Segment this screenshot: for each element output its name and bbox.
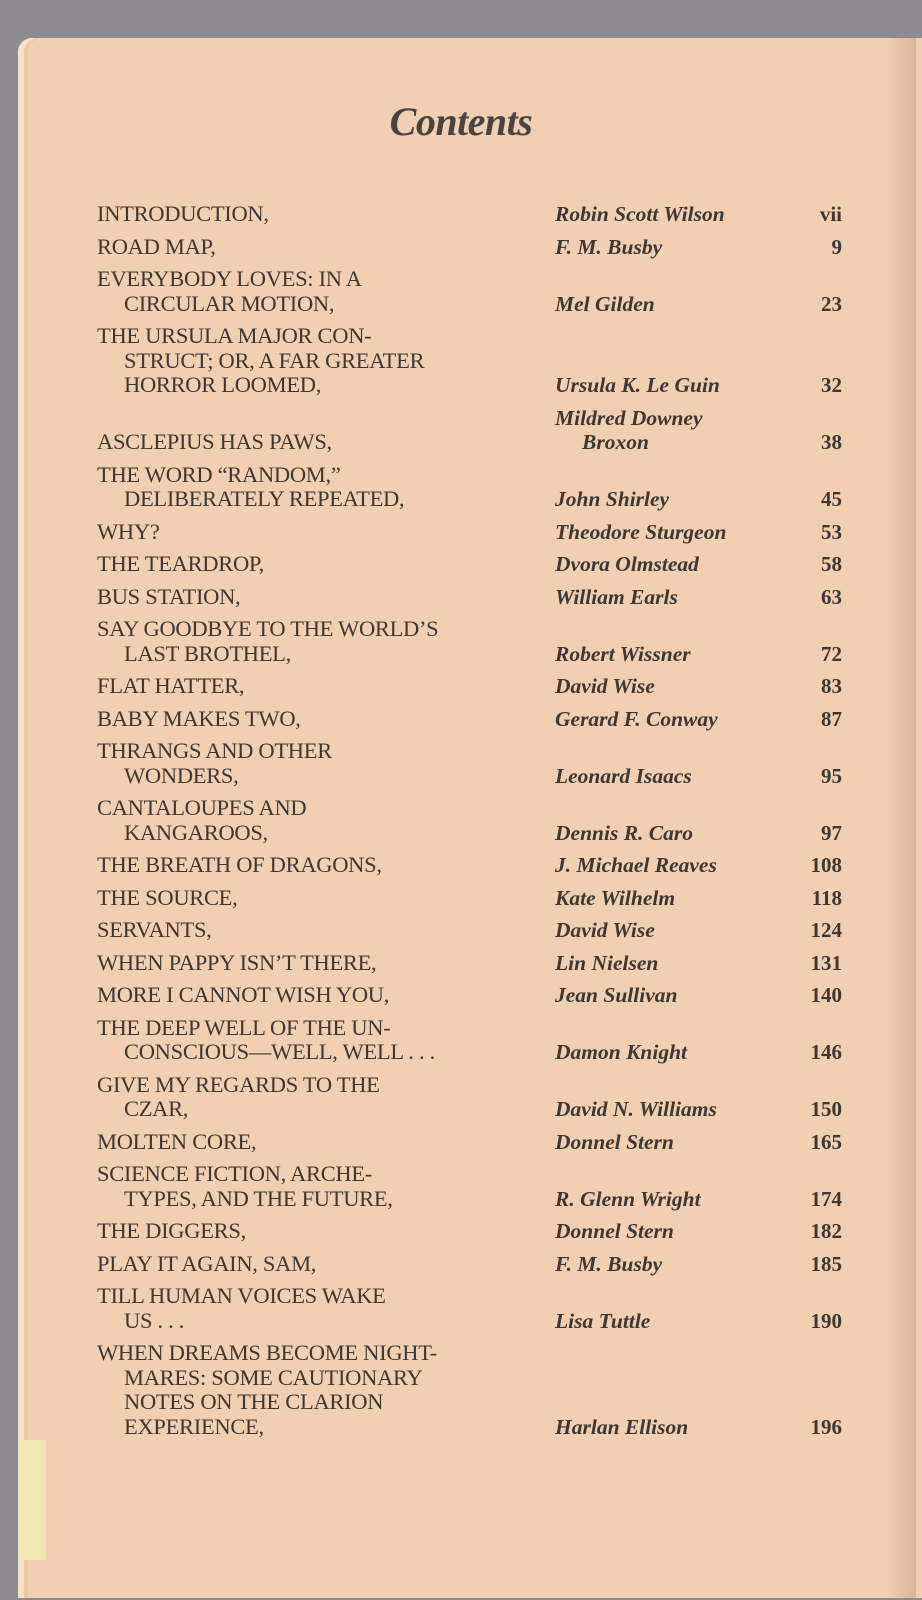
story-title-line: WHEN PAPPY ISN’T THERE, [97,949,377,975]
story-title-line: BUS STATION, [97,583,241,609]
toc-entry [97,406,842,455]
story-title [97,1016,555,1065]
author-name-line: Harlan Ellison [555,1414,689,1439]
author-name-line: J. Michael Reaves [555,853,717,877]
toc-entry [97,235,842,260]
story-title [97,235,555,260]
story-title [97,796,555,845]
page-number: 165 [810,1129,842,1154]
author-name [555,235,795,260]
story-title-line: ASCLEPIUS HAS PAWS, [97,429,332,454]
author-name-line: Jean Sullivan [555,983,678,1007]
story-title-line: CANTALOUPES AND [97,795,307,820]
toc-entry [97,324,842,398]
page-number: 53 [821,519,842,544]
story-title-line: THE DEEP WELL OF THE UN- [97,1014,391,1040]
author-name [555,674,795,699]
author-name-line: Mildred Downey [555,405,703,430]
story-title-line: THE SOURCE, [97,884,238,910]
toc-entry [97,267,842,316]
toc-entry [97,1130,842,1155]
page-number: 185 [810,1251,842,1276]
page-number: 150 [810,1097,842,1121]
story-title-line: THE BREATH OF DRAGONS, [97,852,382,877]
story-title [97,202,555,227]
table-of-contents [97,202,842,1447]
story-title-line: MARES: SOME CAUTIONARY [124,1364,423,1390]
page-number: 38 [821,430,842,454]
author-name-line: Broxon [582,430,649,454]
page-number: 9 [831,234,842,259]
story-title-line: TILL HUMAN VOICES WAKE [97,1283,386,1308]
page-number: 196 [810,1414,842,1439]
story-title [97,853,555,878]
page-number: 124 [810,918,842,942]
page-title: Contents [389,99,533,144]
author-name [555,1097,795,1122]
page-number: 140 [810,983,842,1007]
page-number: vii [819,202,842,226]
author-name [555,1187,795,1212]
story-title-line: BABY MAKES TWO, [97,705,301,731]
story-title [97,707,555,732]
page-number: 146 [810,1040,842,1064]
toc-entry [97,520,842,545]
author-name-line: David Wise [555,674,655,698]
story-title-line: THE WORD “RANDOM,” [97,461,341,487]
author-name [555,764,795,789]
author-name [555,1219,795,1244]
toc-entry [97,1284,842,1333]
story-title-line: TYPES, AND THE FUTURE, [124,1185,393,1211]
author-name-line: Lin Nielsen [555,950,659,975]
author-name-line: David Wise [555,918,655,942]
toc-entry [97,202,842,227]
toc-entry [97,796,842,845]
story-title [97,1219,555,1244]
author-name-line: Lisa Tuttle [555,1308,651,1333]
story-title-line: CIRCULAR MOTION, [124,290,335,316]
story-title [97,267,555,316]
page-number: 118 [811,885,842,910]
story-title-line: THE TEARDROP, [97,551,264,576]
story-title-line: CONSCIOUS—WELL, WELL . . . [124,1039,435,1064]
author-name [555,1309,795,1334]
author-name [555,642,795,667]
toc-entry [97,886,842,911]
author-name-line: F. M. Busby [555,1251,663,1276]
story-title-line: EXPERIENCE, [124,1413,264,1439]
story-title [97,1073,555,1122]
author-name-line: Leonard Isaacs [555,763,692,788]
author-name [555,1040,795,1065]
story-title [97,1252,555,1277]
story-title-line: WONDERS, [124,762,239,788]
author-name-line: Dennis R. Caro [555,820,693,845]
author-name [555,983,795,1008]
story-title-line: THRANGS AND OTHER [97,738,332,763]
story-title-line: STRUCT; OR, A FAR GREATER [124,347,425,373]
story-title-line: THE URSULA MAJOR CON- [97,323,372,348]
story-title-line: WHY? [97,518,160,544]
author-name-line: Ursula K. Le Guin [555,373,720,397]
story-title [97,463,555,512]
page-number: 182 [810,1219,842,1243]
page-number: 190 [810,1308,842,1333]
page-number: 97 [821,820,842,845]
toc-entry [97,983,842,1008]
story-title-line: DELIBERATELY REPEATED, [124,486,405,511]
page-number: 131 [810,950,842,975]
author-name [555,585,795,610]
story-title [97,951,555,976]
author-name-line: John Shirley [555,487,670,511]
author-name [555,918,795,943]
toc-entry [97,1219,842,1244]
toc-entry [97,853,842,878]
author-name-line: William Earls [555,584,678,609]
author-name [555,1130,795,1155]
story-title-line: KANGAROOS, [124,819,268,845]
toc-entry [97,739,842,788]
author-name [555,821,795,846]
author-name [555,1252,795,1277]
toc-entry [97,707,842,732]
story-title [97,739,555,788]
story-title [97,674,555,699]
author-name-line: Dvora Olmstead [555,552,699,576]
story-title-line: MORE I CANNOT WISH YOU, [97,982,390,1007]
story-title [97,585,555,610]
story-title [97,430,555,455]
author-name [555,487,795,512]
story-title [97,324,555,398]
author-name-line: Robin Scott Wilson [555,202,725,226]
page-number: 108 [810,853,842,877]
story-title-line: MOLTEN CORE, [97,1128,257,1154]
author-name-line: Kate Wilhelm [555,885,676,910]
author-name [555,853,795,878]
story-title [97,918,555,943]
story-title-line: SAY GOODBYE TO THE WORLD’S [97,616,439,641]
page-number: 63 [821,584,842,609]
story-title-line: PLAY IT AGAIN, SAM, [97,1250,317,1276]
story-title [97,886,555,911]
story-title-line: ROAD MAP, [97,233,216,259]
story-title-line: CZAR, [124,1096,189,1121]
story-title [97,1130,555,1155]
author-name [555,1415,795,1440]
page-number: 32 [821,373,842,397]
author-name [555,202,795,227]
author-name [555,520,795,545]
story-title [97,552,555,577]
page-edge [18,1440,46,1560]
author-name-line: Theodore Sturgeon [555,519,727,544]
author-name-line: Donnel Stern [555,1129,674,1154]
author-name-line: F. M. Busby [555,234,663,259]
toc-entry [97,1341,842,1439]
toc-entry [97,674,842,699]
story-title-line: HORROR LOOMED, [124,372,322,397]
story-title-line: SERVANTS, [97,917,212,942]
toc-entry [97,552,842,577]
author-name-line: Mel Gilden [555,291,655,316]
story-title-line: FLAT HATTER, [97,673,245,698]
author-name [555,707,795,732]
page-number: 45 [821,487,842,511]
toc-entry [97,1016,842,1065]
author-name [555,292,795,317]
author-name-line: David N. Williams [555,1097,717,1121]
story-title-line: LAST BROTHEL, [124,640,291,666]
author-name-line: Gerard F. Conway [555,706,718,731]
story-title-line: US . . . [124,1307,185,1333]
story-title [97,1162,555,1211]
page-number: 58 [821,552,842,576]
page-number: 72 [821,641,842,666]
author-name-line: Donnel Stern [555,1219,674,1243]
story-title [97,617,555,666]
author-name [555,886,795,911]
toc-entry [97,463,842,512]
author-name-line: Robert Wissner [555,641,691,666]
story-title [97,520,555,545]
story-title [97,983,555,1008]
page-number: 174 [810,1186,842,1211]
story-title-line: WHEN DREAMS BECOME NIGHT- [97,1340,437,1365]
author-name [555,951,795,976]
toc-entry [97,1162,842,1211]
toc-entry [97,951,842,976]
toc-entry [97,1252,842,1277]
toc-entry [97,1073,842,1122]
page-number: 83 [821,674,842,698]
author-name [555,552,795,577]
author-name [555,373,795,398]
story-title-line: SCIENCE FICTION, ARCHE- [97,1161,372,1186]
story-title-line: EVERYBODY LOVES: IN A [97,266,362,291]
page-number: 87 [821,706,842,731]
toc-entry [97,617,842,666]
author-name [555,406,795,455]
story-title [97,1341,555,1439]
author-name-line: R. Glenn Wright [555,1186,701,1211]
story-title-line: THE DIGGERS, [97,1218,246,1243]
toc-entry [97,918,842,943]
page-number: 95 [821,763,842,788]
author-name-line: Damon Knight [555,1040,688,1064]
toc-entry [97,585,842,610]
page-number: 23 [821,291,842,316]
story-title [97,1284,555,1333]
story-title-line: GIVE MY REGARDS TO THE [97,1071,380,1097]
story-title-line: INTRODUCTION, [97,201,269,226]
story-title-line: NOTES ON THE CLARION [124,1389,384,1414]
